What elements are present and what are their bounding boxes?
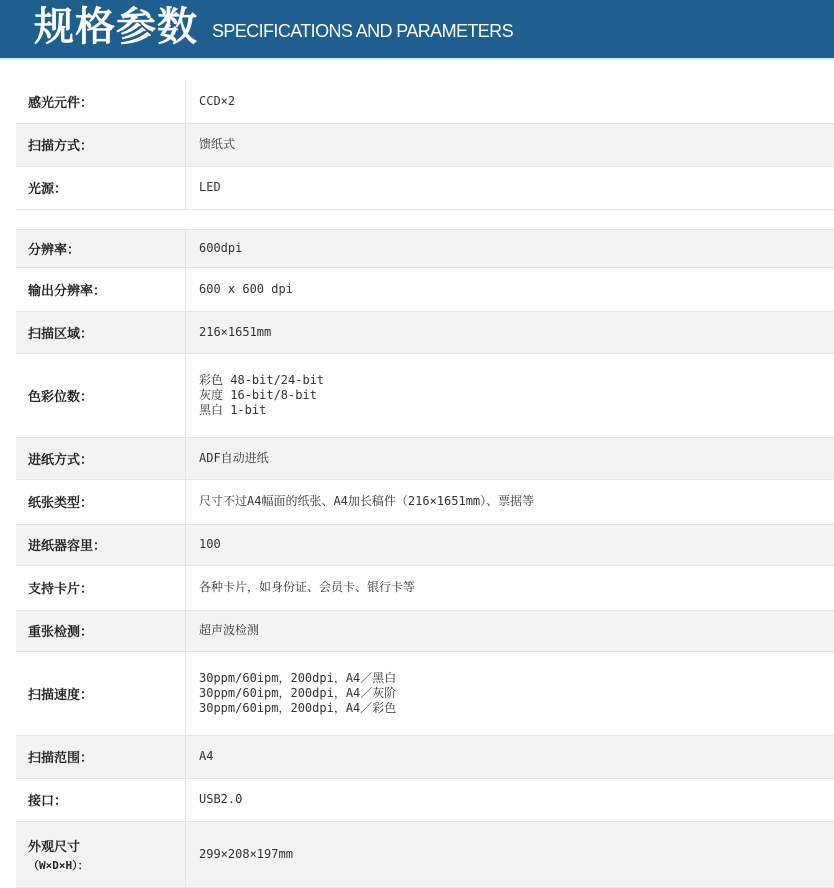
spec-label: 扫描区域： [16, 311, 186, 353]
group-separator [16, 209, 834, 229]
spec-label [16, 821, 186, 887]
table-row [16, 437, 834, 479]
spec-table [16, 80, 834, 888]
spec-label: 进纸器容里： [16, 524, 186, 565]
spec-label-main: 外观尺寸 [28, 840, 80, 855]
spec-label: 分辨率： [16, 229, 186, 267]
table-row [16, 80, 834, 123]
spec-value: 超声波检测 [186, 610, 834, 651]
table-row [16, 311, 834, 353]
spec-label: 扫描方式： [16, 123, 186, 166]
spec-value: 299×208×197mm [186, 821, 834, 887]
table-row [16, 778, 834, 821]
table-row [16, 166, 834, 209]
spec-label: 重张检测： [16, 610, 186, 651]
page-subtitle: SPECIFICATIONS AND PARAMETERS [212, 20, 513, 42]
spec-label: 输出分辨率： [16, 267, 186, 311]
page-title: 规格参数 [34, 3, 198, 51]
table-row [16, 735, 834, 778]
spec-label: 纸张类型： [16, 479, 186, 524]
spec-label: 接口： [16, 778, 186, 821]
table-row [16, 565, 834, 610]
spec-value: USB2.0 [186, 778, 834, 821]
table-row [16, 651, 834, 735]
spec-label: 色彩位数： [16, 353, 186, 437]
spec-value: 600dpi [186, 229, 834, 267]
table-row [16, 353, 834, 437]
table-row [16, 123, 834, 166]
spec-label-sub: （W×D×H）： [28, 857, 184, 873]
spec-value: CCD×2 [186, 80, 834, 123]
table-row [16, 229, 834, 267]
spec-value: 尺寸不过A4幅面的纸张、A4加长稿件（216×1651mm）、票据等 [186, 479, 834, 524]
spec-value: 600 x 600 dpi [186, 267, 834, 311]
spec-label: 扫描范围： [16, 735, 186, 778]
spec-value: 馈纸式 [186, 123, 834, 166]
spec-value: A4 [186, 735, 834, 778]
header-banner [0, 0, 834, 60]
table-row [16, 610, 834, 651]
table-row [16, 821, 834, 887]
spec-value: 100 [186, 524, 834, 565]
spec-label: 进纸方式： [16, 437, 186, 479]
table-row [16, 524, 834, 565]
spec-value: 30ppm/60ipm，200dpi，A4／黑白 30ppm/60ipm，200dpi，A4／灰阶 30ppm/60ipm，200dpi，A4／彩色 [186, 651, 834, 735]
spec-label: 支持卡片： [16, 565, 186, 610]
table-row [16, 479, 834, 524]
spec-label: 感光元件： [16, 80, 186, 123]
spec-value: LED [186, 166, 834, 209]
spec-label: 光源： [16, 166, 186, 209]
spec-label: 扫描速度： [16, 651, 186, 735]
table-row [16, 267, 834, 311]
spec-value: 216×1651mm [186, 311, 834, 353]
spec-value: 各种卡片，如身份证、会员卡、银行卡等 [186, 565, 834, 610]
spec-value: ADF自动进纸 [186, 437, 834, 479]
spec-value: 彩色 48-bit/24-bit 灰度 16-bit/8-bit 黑白 1-bit [186, 353, 834, 437]
